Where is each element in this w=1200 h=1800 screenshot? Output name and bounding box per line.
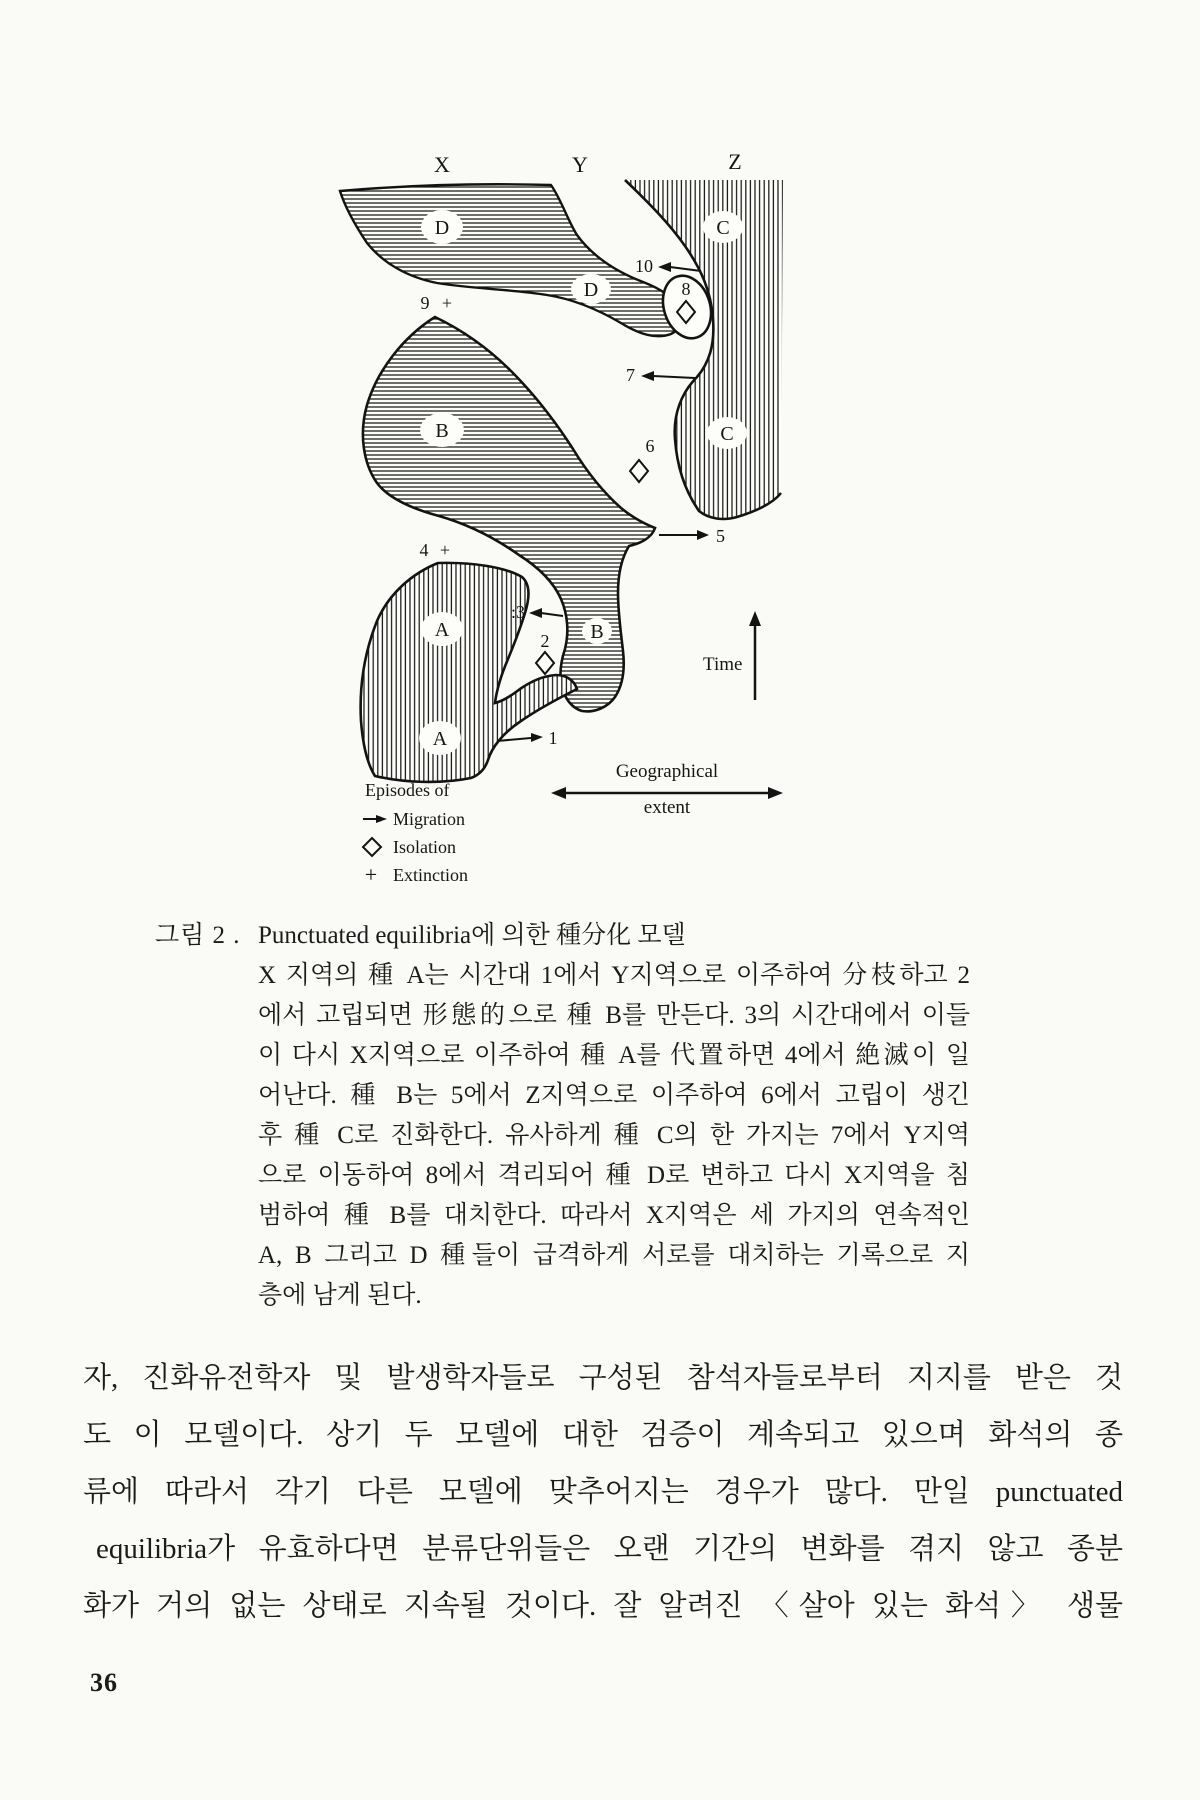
event-10-label: 10 [635, 256, 653, 276]
isolation-diamond-icon [630, 460, 648, 482]
extinction-plus-icon: + [364, 862, 378, 885]
figure-speciation-diagram [325, 125, 795, 885]
legend-item-extinction: Extinction [393, 865, 468, 885]
event-3-label: :3 [510, 602, 525, 622]
species-label-b-band: B [590, 621, 604, 643]
caption-line: 으로 이동하여 8에서 격리되어 種 D로 변하고 다시 X지역을 침 [258, 1162, 970, 1189]
region-label-z: Z [728, 149, 742, 174]
species-label-a-lower: A [432, 728, 448, 750]
legend-item-migration: Migration [393, 809, 465, 829]
caption-line: Punctuated equilibria에 의한 種分化 모델 [258, 922, 686, 949]
caption-line: 층에 남게 된다. [258, 1282, 422, 1309]
arrow-head-icon [697, 530, 709, 540]
body-text-line: 류에 따라서 각기 다른 모델에 맞추어지는 경우가 많다. 만일 punctuated [83, 1476, 1123, 1508]
legend-title: Episodes of [365, 780, 450, 800]
speciation-diagram-svg [325, 125, 795, 885]
body-text-line: 화가 거의 없는 상태로 지속될 것이다. 잘 알려진 〈살아 있는 화석〉 생물 [83, 1590, 1123, 1622]
time-axis-label: Time [703, 654, 743, 675]
body-text-line: 도 이 모델이다. 상기 두 모델에 대한 검증이 계속되고 있으며 화석의 종 [83, 1419, 1123, 1451]
arrow-head-icon [551, 787, 566, 799]
arrow-line [541, 613, 563, 616]
arrow-head-icon [768, 787, 783, 799]
arrow-head-icon [749, 611, 761, 626]
species-label-d-upper: D [434, 217, 450, 239]
event-6-label: 6 [645, 436, 655, 456]
species-label-b-main: B [435, 420, 449, 442]
geographic-axis-label2: extent [643, 797, 691, 818]
body-text-line: 자, 진화유전학자 및 발생학자들로 구성된 참석자들로부터 지지를 받은 것 [83, 1362, 1123, 1394]
isolation-diamond-icon [363, 838, 381, 856]
caption-line: X 지역의 種 A는 시간대 1에서 Y지역으로 이주하여 分枝하고 2 [258, 962, 970, 989]
geographic-axis-label: Geographical [615, 761, 719, 782]
species-label-d-lower: D [583, 279, 599, 301]
arrow-head-icon [531, 733, 543, 742]
caption-line: 에서 고립되면 形態的으로 種 B를 만든다. 3의 시간대에서 이들 [258, 1002, 970, 1029]
species-d-lineage-region [340, 184, 683, 336]
species-label-c-upper: C [716, 217, 730, 239]
event-8-label: 8 [681, 279, 691, 299]
arrow-head-icon [641, 371, 654, 381]
arrow-head-icon [658, 262, 671, 272]
arrow-line [670, 267, 701, 271]
legend-item-isolation: Isolation [393, 837, 456, 857]
species-label-c-lower: C [720, 423, 734, 445]
body-text-line: equilibria가 유효하다면 분류단위들은 오랜 기간의 변화를 겪지 않고 종분 [96, 1533, 1123, 1565]
caption-line: 어난다. 種 B는 5에서 Z지역으로 이주하여 6에서 고립이 생긴 [258, 1082, 970, 1109]
figure-caption-text [258, 916, 970, 1316]
extinction-plus-icon: + [439, 540, 451, 560]
event-2-label: 2 [540, 631, 550, 651]
region-label-y: Y [572, 152, 588, 177]
event-4-label: 4 [419, 540, 429, 560]
isolation-diamond-icon [536, 652, 554, 674]
arrow-line [653, 376, 695, 378]
caption-line: A, B 그리고 D 種들이 급격하게 서로를 대치하는 기록으로 지 [258, 1242, 970, 1269]
region-label-x: X [434, 152, 450, 177]
event-7-label: 7 [626, 365, 635, 385]
event-1-label: 1 [548, 728, 558, 748]
caption-line: 범하여 種 B를 대치한다. 따라서 X지역은 세 가지의 연속적인 [258, 1202, 970, 1229]
migration-arrow-icon [376, 815, 387, 823]
page-number: 36 [90, 1668, 118, 1697]
body-text [83, 1350, 1123, 1635]
figure-caption-number: 그림 2 . [155, 922, 241, 949]
event-5-label: 5 [716, 526, 725, 546]
species-label-a-upper: A [434, 619, 450, 641]
event-9-label: 9 [420, 293, 430, 313]
caption-line: 이 다시 X지역으로 이주하여 種 A를 代置하면 4에서 絶滅이 일 [258, 1042, 970, 1069]
figure-caption [155, 916, 970, 1316]
arrow-head-icon [529, 608, 542, 618]
extinction-plus-icon: + [441, 293, 453, 313]
caption-line: 후 種 C로 진화한다. 유사하게 種 C의 한 가지는 7에서 Y지역 [258, 1122, 970, 1149]
